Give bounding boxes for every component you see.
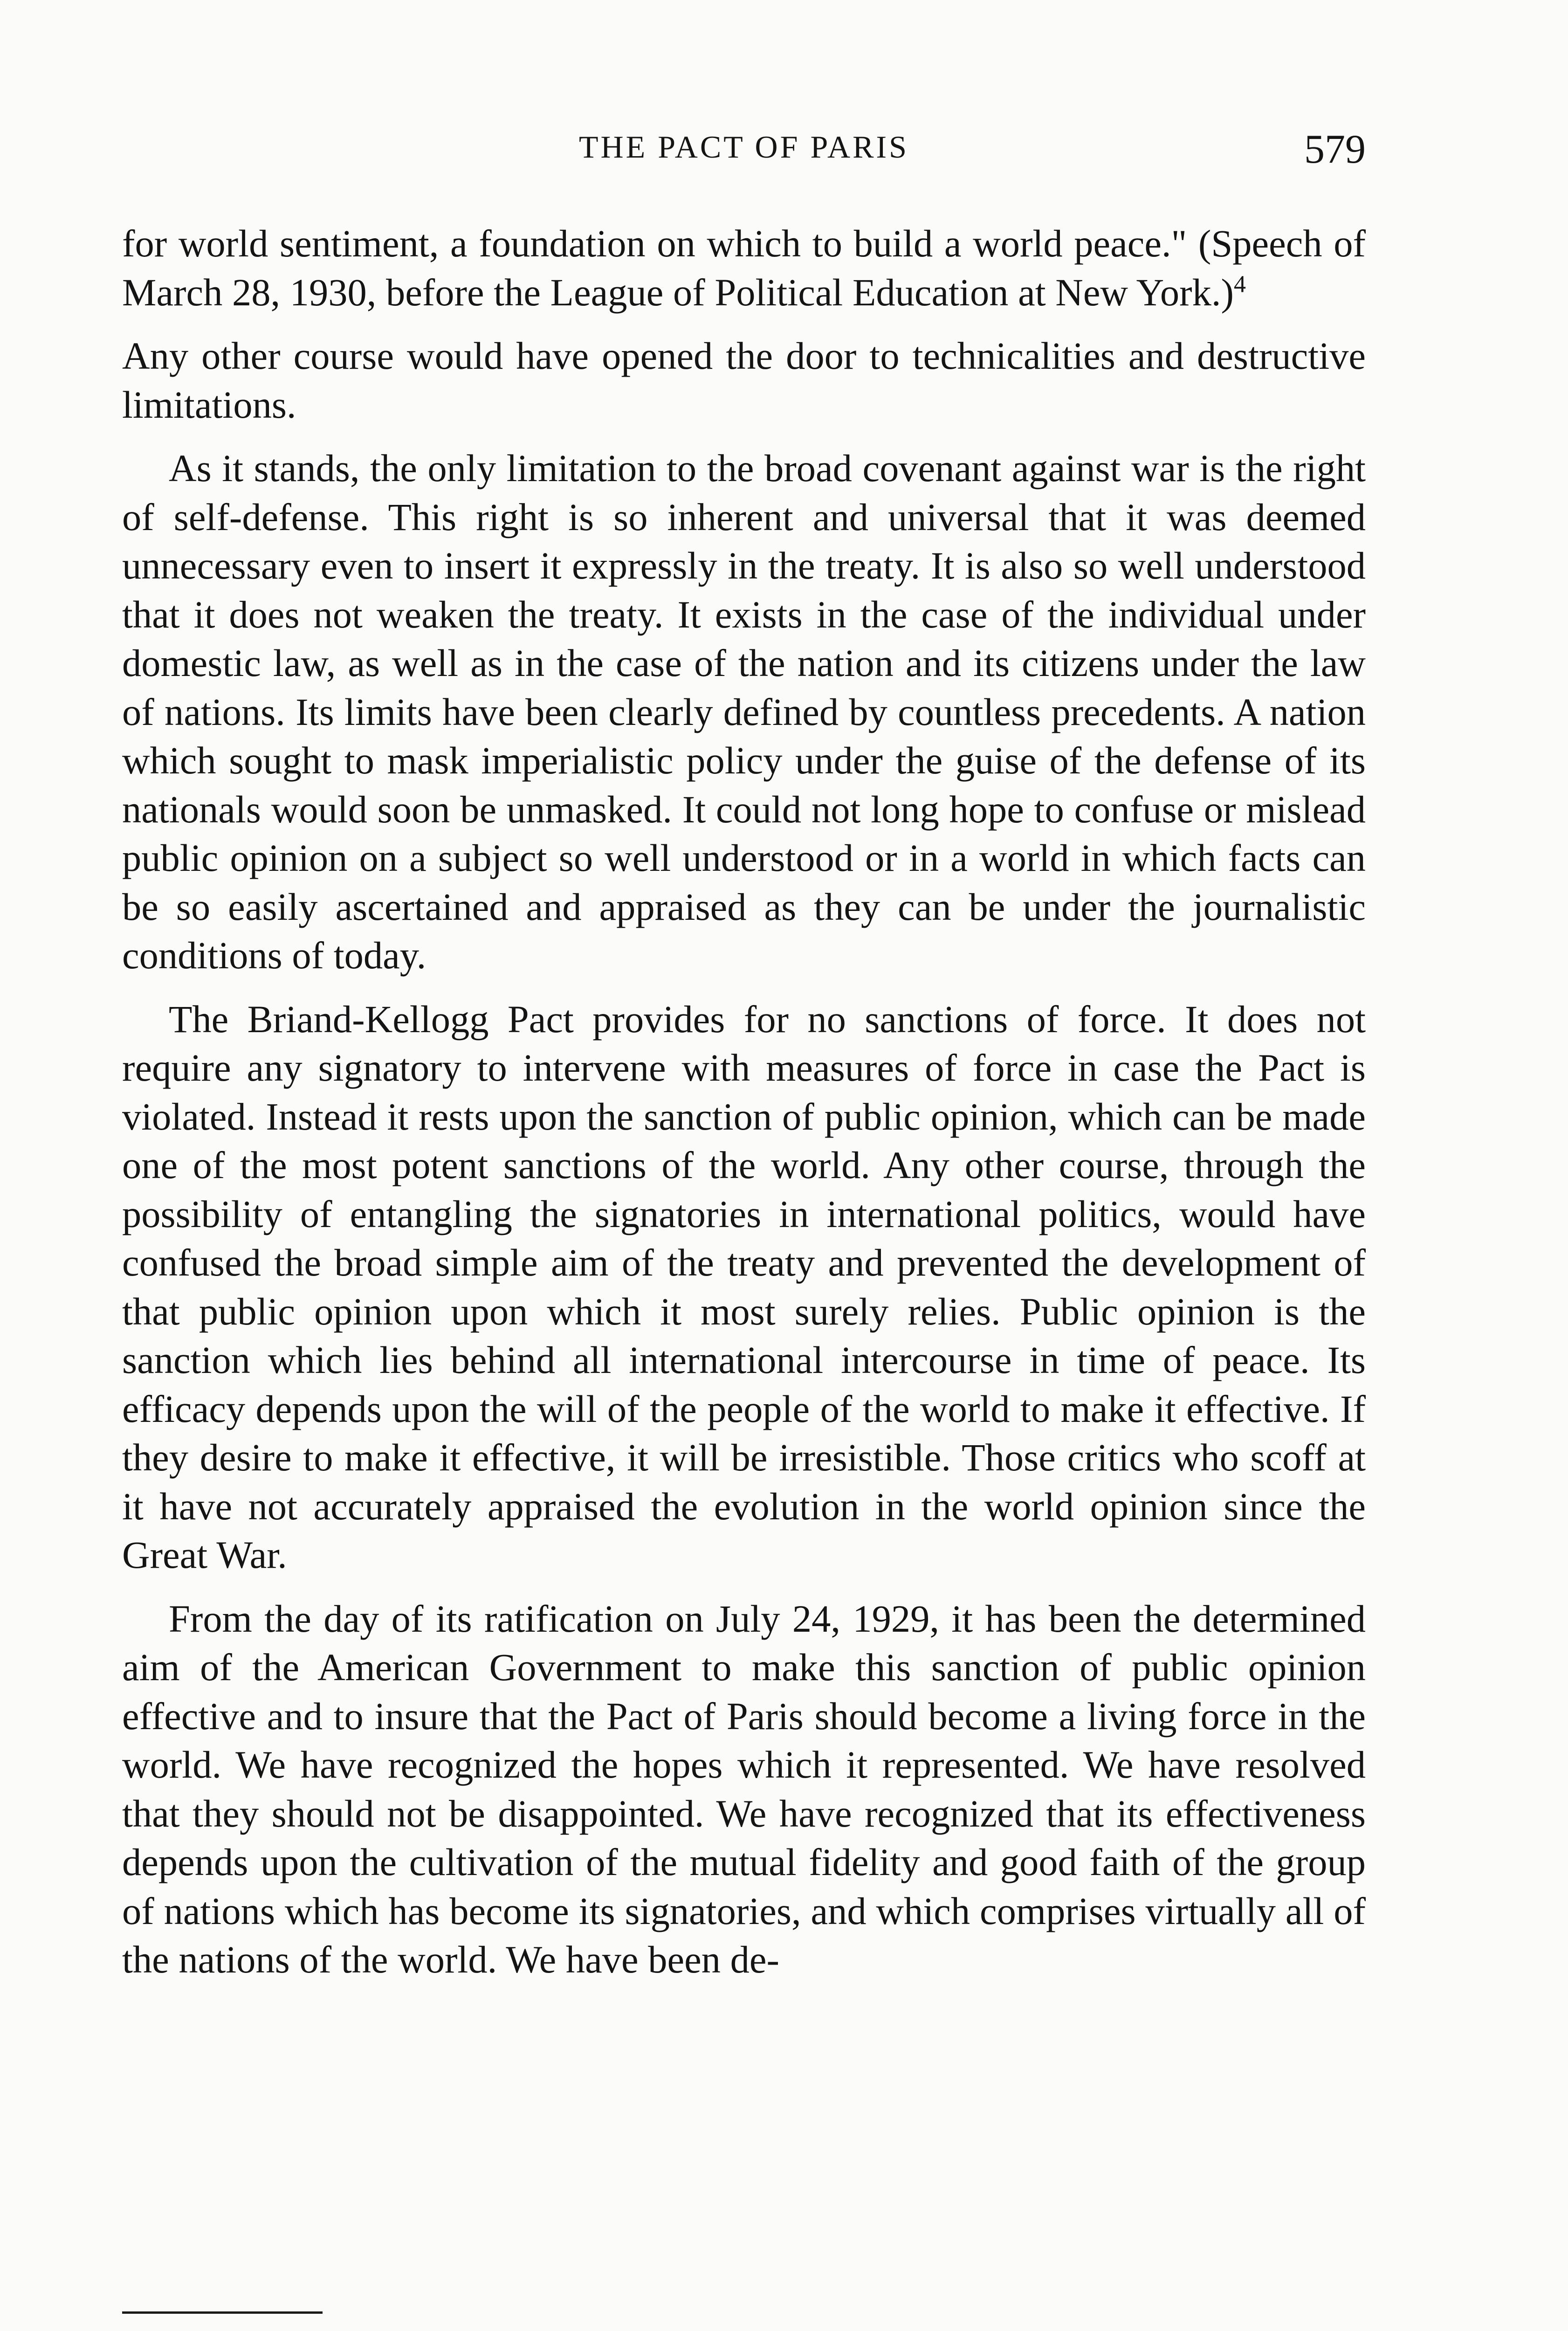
running-title: THE PACT OF PARIS: [579, 129, 909, 165]
footnote-reference: 4: [1233, 271, 1246, 297]
footnote-rule: [122, 2311, 323, 2314]
page-number: 579: [1304, 127, 1366, 172]
paragraph: As it stands, the only limitation to the broad covenant against war is the right of self-defense. This right is so inherent and universal that it was deemed unnecessary even to insert it expressly in the treaty. It is also so well understood that it does not weaken the treaty. It exists in the case of the individual under domestic law, as well as in the case of the nation and its citizens under the law of nations. Its limits have been clearly defined by countless precedents. A nation which sought to mask imperialistic policy under the guise of the defense of its nationals would soon be unmasked. It could not long hope to confuse or mislead public opinion on a subject so well understood or in a world in which facts can be so easily ascertained and appraised as they can be under the journalistic conditions of today.: [122, 447, 1366, 977]
paragraph: The Briand-Kellogg Pact provides for no sanctions of force. It does not require any signatory to intervene with measures of force in case the Pact is violated. Instead it rests upon the sanction of public opinion, which can be made one of the most potent sanctions of the world. Any other course, through the possibility of entangling the signatories in international politics, would have confused the broad simple aim of the treaty and prevented the development of that public opinion upon which it most surely relies. Public opinion is the sanction which lies behind all international intercourse in time of peace. Its efficacy depends upon the will of the people of the world to make it effective. If they desire to make it effective, it will be irresistible. Those critics who scoff at it have not accurately appraised the evolution in the world opinion since the Great War.: [122, 997, 1366, 1576]
body-text: [122, 219, 1366, 1999]
paragraph-continuation: [122, 219, 1366, 317]
paragraph: Any other course would have opened the door to technicalities and destructive limitations.: [122, 334, 1366, 426]
paragraph-text: for world sentiment, a foundation on which to build a world peace." (Speech of March 28, 1930, before the League of Political Education at New York.): [122, 222, 1366, 314]
paragraph: From the day of its ratification on July 24, 1929, it has been the determined aim of the American Government to make this sanction of public opinion effective and to insure that the Pact of Paris should become a living force in the world. We have recognized the hopes which it represented. We have resolved that they should not be disappointed. We have recognized that its effectiveness depends upon the cultivation of the mutual fidelity and good faith of the group of nations which has become its signatories, and which comprises virtually all of the nations of the world. We have been de-: [122, 1597, 1366, 1981]
running-head: [122, 126, 1366, 177]
